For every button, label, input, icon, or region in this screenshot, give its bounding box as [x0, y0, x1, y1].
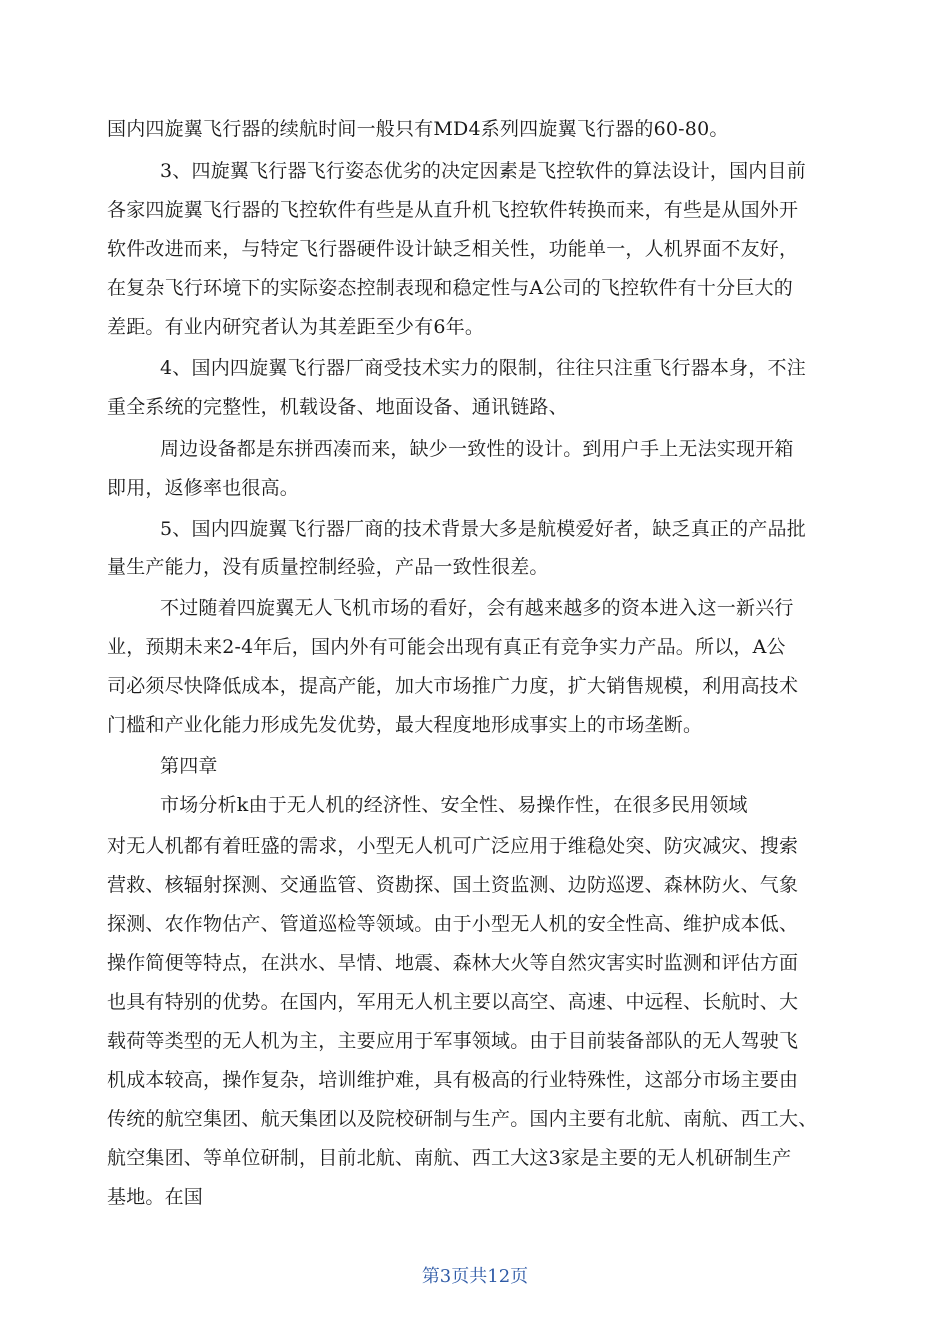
text-line: 营救、核辐射探测、交通监管、资勘探、国土资监测、边防巡逻、森林防火、气象 [107, 874, 799, 896]
text-line: 司必须尽快降低成本，提高产能，加大市场推广力度，扩大销售规模，利用高技术 [107, 675, 799, 697]
text-line: 在复杂飞行环境下的实际姿态控制表现和稳定性与A公司的飞控软件有十分巨大的 [107, 277, 793, 299]
text-line: 软件改进而来，与特定飞行器硬件设计缺乏相关性，功能单一，人机界面不友好， [107, 238, 799, 260]
text-line: 3、四旋翼飞行器飞行姿态优劣的决定因素是飞控软件的算法设计，国内目前 [160, 160, 806, 182]
text-line: 传统的航空集团、航天集团以及院校研制与生产。国内主要有北航、南航、西工大、 [107, 1108, 818, 1130]
text-line: 操作简便等特点，在洪水、旱情、地震、森林大火等自然灾害实时监测和评估方面 [107, 952, 799, 974]
text-line: 各家四旋翼飞行器的飞控软件有些是从直升机飞控软件转换而来，有些是从国外开 [107, 199, 799, 221]
text-line: 航空集团、等单位研制，目前北航、南航、西工大这3家是主要的无人机研制生产 [107, 1147, 792, 1169]
text-line: 对无人机都有着旺盛的需求，小型无人机可广泛应用于维稳处突、防灾减灾、搜索 [107, 835, 799, 857]
text-line: 重全系统的完整性，机载设备、地面设备、通讯链路、 [107, 396, 568, 418]
text-line: 业，预期未来2-4年后，国内外有可能会出现有真正有竞争实力产品。所以，A公 [107, 636, 786, 658]
text-line: 不过随着四旋翼无人飞机市场的看好，会有越来越多的资本进入这一新兴行 [160, 597, 794, 619]
text-line: 机成本较高，操作复杂，培训维护难，具有极高的行业特殊性，这部分市场主要由 [107, 1069, 799, 1091]
text-line: 国内四旋翼飞行器的续航时间一般只有MD4系列四旋翼飞行器的60-80。 [107, 118, 729, 140]
text-line: 载荷等类型的无人机为主，主要应用于军事领域。由于目前装备部队的无人驾驶飞 [107, 1030, 799, 1052]
text-line: 也具有特别的优势。在国内，军用无人机主要以高空、高速、中远程、长航时、大 [107, 991, 799, 1013]
text-line: 5、国内四旋翼飞行器厂商的技术背景大多是航模爱好者，缺乏真正的产品批 [160, 518, 806, 540]
text-line: 周边设备都是东拼西凑而来，缺少一致性的设计。到用户手上无法实现开箱 [160, 438, 794, 460]
text-line: 市场分析k由于无人机的经济性、安全性、易操作性，在很多民用领域 [160, 794, 748, 816]
text-line: 量生产能力，没有质量控制经验，产品一致性很差。 [107, 556, 549, 578]
text-line: 基地。在国 [107, 1186, 204, 1208]
text-line: 探测、农作物估产、管道巡检等领域。由于小型无人机的安全性高、维护成本低、 [107, 913, 799, 935]
page-number-footer: 第3页共12页 [421, 1266, 529, 1287]
text-line: 即用，返修率也很高。 [107, 477, 300, 499]
text-line: 门槛和产业化能力形成先发优势，最大程度地形成事实上的市场垄断。 [107, 714, 703, 736]
text-line: 4、国内四旋翼飞行器厂商受技术实力的限制，往往只注重飞行器本身，不注 [160, 357, 806, 379]
chapter-heading: 第四章 [160, 755, 218, 777]
text-line: 差距。有业内研究者认为其差距至少有6年。 [107, 316, 485, 338]
